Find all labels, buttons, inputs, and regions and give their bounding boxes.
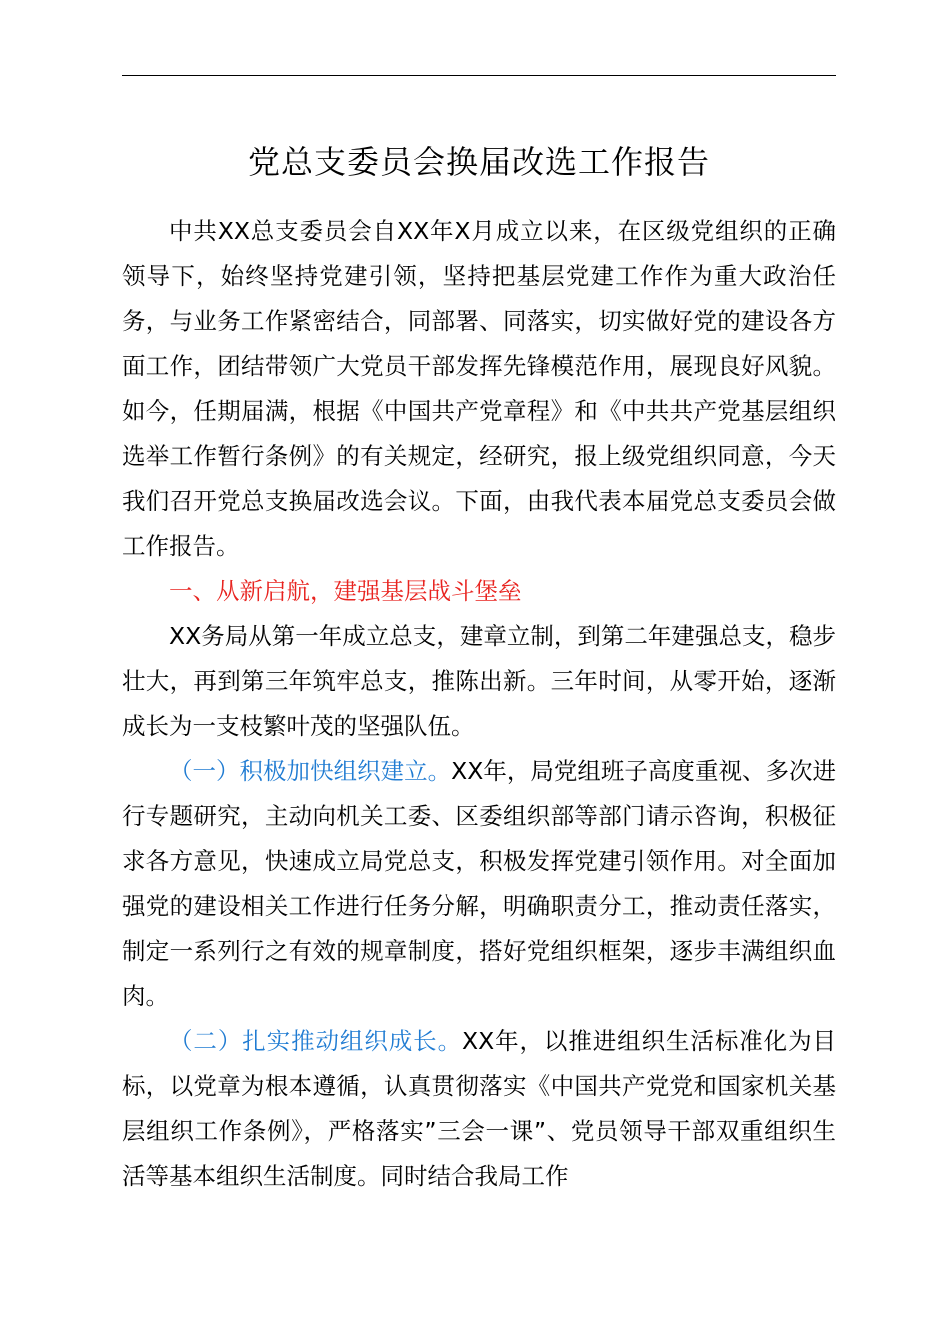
- subsection-2-text: XX年，以推进组织生活标准化为目标，以党章为根本遵循，认真贯彻落实《中国共产党党和国家机关基层组织工作条例》，严格落实”三会一课”、党员领导干部双重组织生活等基本组织生活制度。同时结合我局工作: [122, 1027, 836, 1190]
- subsection-2-heading: （二）扎实推动组织成长。: [169, 1027, 462, 1055]
- header-rule: [122, 75, 836, 76]
- subsection-1-heading: （一）积极加快组织建立。: [169, 757, 452, 785]
- intro-paragraph: 中共XX总支委员会自XX年X月成立以来，在区级党组织的正确领导下，始终坚持党建引领，坚持把基层党建工作作为重大政治任务，与业务工作紧密结合，同部署、同落实，切实做好党的建设各方面工作，团结带领广大党员干部发挥先锋模范作用，展现良好风貌。如今，任期届满，根据《中国共产党章程》和《中共共产党基层组织选举工作暂行条例》的有关规定，经研究，报上级党组织同意，今天我们召开党总支换届改选会议。下面，由我代表本届党总支委员会做工作报告。: [122, 217, 836, 560]
- document-body: [122, 209, 836, 1199]
- subsection-1-paragraph: [122, 749, 836, 1019]
- document-title: 党总支委员会换届改选工作报告: [247, 143, 710, 181]
- subsection-2-paragraph: [122, 1019, 836, 1199]
- section-1-heading: 一、从新启航，建强基层战斗堡垒: [169, 577, 522, 605]
- section-1-intro-paragraph: XX务局从第一年成立总支，建章立制，到第二年建强总支，稳步壮大，再到第三年筑牢总支，推陈出新。三年时间，从零开始，逐渐成长为一支枝繁叶茂的坚强队伍。: [122, 622, 836, 740]
- subsection-1-text: XX年，局党组班子高度重视、多次进行专题研究，主动向机关工委、区委组织部等部门请示咨询，积极征求各方意见，快速成立局党总支，积极发挥党建引领作用。对全面加强党的建设相关工作进行任务分解，明确职责分工，推动责任落实，制定一系列行之有效的规章制度，搭好党组织框架，逐步丰满组织血肉。: [122, 757, 837, 1010]
